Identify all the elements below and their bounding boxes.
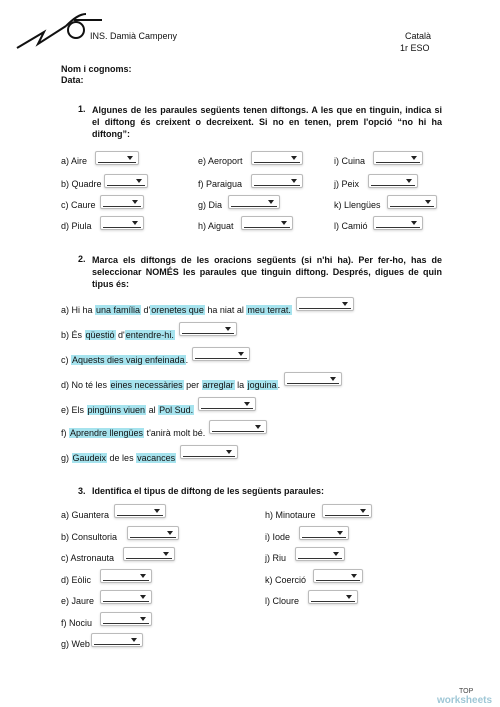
selected-word[interactable]: entendre-hi. — [125, 330, 174, 340]
answer-line — [376, 227, 420, 228]
chevron-down-icon — [342, 302, 348, 306]
q2-answer-dropdown[interactable] — [179, 322, 237, 336]
footer-top-label: TOP — [459, 688, 474, 695]
q2-sentence — [61, 453, 176, 463]
q3-item-label: f) Nociu — [61, 618, 93, 628]
q1-item-label: k) Llengües — [334, 200, 381, 210]
q1-item-label: c) Caure — [61, 200, 96, 210]
q1-item-label: h) Aiguat — [198, 221, 234, 231]
q1-item-label: f) Paraigua — [198, 179, 243, 189]
q1-item-label: e) Aeroport — [198, 156, 243, 166]
selected-word[interactable]: arreglar — [202, 380, 234, 390]
q2-sentence — [61, 405, 194, 415]
answer-line — [103, 227, 141, 228]
q1-answer-dropdown[interactable] — [241, 216, 293, 230]
answer-line — [231, 206, 277, 207]
q1-answer-dropdown[interactable] — [228, 195, 280, 209]
sentence-text: . — [185, 355, 189, 365]
q1-title: Algunes de les paraules següents tenen diftongs. A les que en tinguin, indica si el diftong és creixent o decreixent. Si no en tenen, prem l'opció “no hi ha diftong”: — [92, 105, 442, 139]
chevron-down-icon — [425, 200, 431, 204]
chevron-down-icon — [255, 425, 261, 429]
sentence-text: d' — [141, 305, 151, 315]
chevron-down-icon — [337, 531, 343, 535]
q3-answer-dropdown[interactable] — [322, 504, 372, 518]
q3-item-label: k) Coerció — [265, 575, 307, 585]
answer-line — [182, 333, 234, 334]
answer-line — [103, 206, 141, 207]
q3-answer-dropdown[interactable] — [91, 633, 143, 647]
chevron-down-icon — [163, 552, 169, 556]
q1-item-label: d) Piula — [61, 221, 92, 231]
sentence-text: c) — [61, 355, 71, 365]
chevron-down-icon — [226, 450, 232, 454]
answer-line — [103, 623, 149, 624]
selected-word[interactable]: Gaudeix — [72, 453, 107, 463]
q3-answer-dropdown[interactable] — [127, 526, 179, 540]
chevron-down-icon — [346, 595, 352, 599]
q1-item-label: j) Peix — [334, 179, 360, 189]
sentence-text: . — [277, 380, 281, 390]
chevron-down-icon — [225, 327, 231, 331]
answer-line — [98, 162, 136, 163]
sentence-text: f) — [61, 428, 69, 438]
q1-answer-dropdown[interactable] — [251, 174, 303, 188]
q2-answer-dropdown[interactable] — [296, 297, 354, 311]
chevron-down-icon — [360, 509, 366, 513]
selected-word[interactable]: eines necessàries — [110, 380, 183, 390]
answer-line — [195, 358, 247, 359]
answer-line — [316, 580, 360, 581]
date-label: Data: — [61, 75, 84, 85]
q3-answer-dropdown[interactable] — [114, 504, 166, 518]
chevron-down-icon — [140, 595, 146, 599]
q3-item-label: g) Web — [61, 639, 90, 649]
chevron-down-icon — [136, 179, 142, 183]
q3-answer-dropdown[interactable] — [313, 569, 363, 583]
q1-answer-dropdown[interactable] — [100, 216, 144, 230]
chevron-down-icon — [132, 221, 138, 225]
q2-answer-dropdown[interactable] — [209, 420, 267, 434]
footer-brand: worksheets — [437, 695, 493, 706]
answer-line — [325, 515, 369, 516]
chevron-down-icon — [167, 531, 173, 535]
q3-item-label: d) Eòlic — [61, 575, 92, 585]
chevron-down-icon — [131, 638, 137, 642]
chevron-down-icon — [140, 574, 146, 578]
q1-item-label: g) Dia — [198, 200, 223, 210]
q2-title: Marca els diftongs de les oracions següents (si n'hi ha). Per fer-ho, has de seleccionar NOMÉS les paraules que tinguin diftong. Després, digues de quin tipus és: — [92, 255, 442, 289]
selected-word[interactable]: Aquests dies vaig enfeinada — [72, 355, 185, 365]
q3-answer-dropdown[interactable] — [308, 590, 358, 604]
chevron-down-icon — [351, 574, 357, 578]
answer-line — [299, 308, 351, 309]
selected-word[interactable]: pingüins viuen — [87, 405, 146, 415]
chevron-down-icon — [132, 200, 138, 204]
chevron-down-icon — [330, 377, 336, 381]
q2-sentence — [61, 428, 205, 438]
q1-answer-dropdown[interactable] — [100, 195, 144, 209]
q1-answer-dropdown[interactable] — [373, 216, 423, 230]
answer-line — [298, 558, 342, 559]
q3-answer-dropdown[interactable] — [100, 569, 152, 583]
chevron-down-icon — [411, 221, 417, 225]
q2-answer-dropdown[interactable] — [284, 372, 342, 386]
q2-number: 2. — [78, 254, 86, 264]
answer-line — [201, 408, 253, 409]
q1-answer-dropdown[interactable] — [95, 151, 139, 165]
q3-number: 3. — [78, 486, 86, 496]
q1-answer-dropdown[interactable] — [368, 174, 418, 188]
q1-answer-dropdown[interactable] — [373, 151, 423, 165]
chevron-down-icon — [291, 156, 297, 160]
q2-answer-dropdown[interactable] — [180, 445, 238, 459]
answer-line — [254, 185, 300, 186]
q2-answer-dropdown[interactable] — [198, 397, 256, 411]
sentence-text: t'anirà molt bé. — [144, 428, 206, 438]
selected-word[interactable]: vacances — [137, 453, 176, 463]
answer-line — [107, 185, 145, 186]
answer-line — [254, 162, 300, 163]
answer-line — [212, 431, 264, 432]
q3-item-label: j) Riu — [265, 553, 287, 563]
answer-line — [130, 537, 176, 538]
q3-title: Identifica el tipus de diftong de les següents paraules: — [92, 486, 325, 496]
selected-word[interactable]: orenetes que — [151, 305, 204, 315]
q2-answer-dropdown[interactable] — [192, 347, 250, 361]
chevron-down-icon — [281, 221, 287, 225]
answer-line — [390, 206, 434, 207]
q3-item-label: c) Astronauta — [61, 553, 115, 563]
q2-sentence — [61, 305, 292, 315]
name-label: Nom i cognoms: — [61, 64, 132, 74]
selected-word[interactable]: meu terrat. — [247, 305, 291, 315]
chevron-down-icon — [244, 402, 250, 406]
answer-line — [244, 227, 290, 228]
sentence-text: d) No té les — [61, 380, 110, 390]
q3-item-label: l) Cloure — [265, 596, 300, 606]
sentence-text: e) Els — [61, 405, 87, 415]
chevron-down-icon — [411, 156, 417, 160]
sentence-text: d' — [115, 330, 125, 340]
answer-line — [117, 515, 163, 516]
chevron-down-icon — [154, 509, 160, 513]
answer-line — [302, 537, 346, 538]
selected-word[interactable]: Pol Sud. — [159, 405, 194, 415]
level-label: 1r ESO — [400, 43, 430, 53]
subject-label: Català — [405, 31, 432, 41]
q2-sentence — [61, 380, 280, 390]
answer-line — [103, 580, 149, 581]
selected-word[interactable]: Aprendre llengües — [70, 428, 144, 438]
chevron-down-icon — [127, 156, 133, 160]
chevron-down-icon — [406, 179, 412, 183]
chevron-down-icon — [333, 552, 339, 556]
sentence-text: g) — [61, 453, 72, 463]
q3-item-label: h) Minotaure — [265, 510, 316, 520]
answer-line — [376, 162, 420, 163]
q2-sentence — [61, 355, 188, 365]
sentence-text: de les — [107, 453, 137, 463]
answer-line — [103, 601, 149, 602]
sentence-text: per — [183, 380, 202, 390]
chevron-down-icon — [238, 352, 244, 356]
q3-item-label: a) Guantera — [61, 510, 110, 520]
q3-item-label: e) Jaure — [61, 596, 95, 606]
q1-item-label: a) Aire — [61, 156, 88, 166]
q3-answer-dropdown[interactable] — [295, 547, 345, 561]
sentence-text: b) És — [61, 330, 85, 340]
q1-item-label: i) Cuina — [334, 156, 366, 166]
sentence-text: la — [234, 380, 247, 390]
q1-number: 1. — [78, 104, 86, 114]
q3-answer-dropdown[interactable] — [100, 612, 152, 626]
answer-line — [287, 383, 339, 384]
school-name: INS. Damià Campeny — [90, 31, 178, 41]
sentence-text: a) Hi ha — [61, 305, 96, 315]
q1-answer-dropdown[interactable] — [104, 174, 148, 188]
q3-answer-dropdown[interactable] — [100, 590, 152, 604]
sentence-text: al — [146, 405, 159, 415]
q3-answer-dropdown[interactable] — [123, 547, 175, 561]
q3-answer-dropdown[interactable] — [299, 526, 349, 540]
q1-item-label: l) Camió — [334, 221, 368, 231]
q3-item-label: i) Iode — [265, 532, 291, 542]
sentence-text: ha niat al — [204, 305, 247, 315]
q1-answer-dropdown[interactable] — [387, 195, 437, 209]
selected-word[interactable]: joguina — [247, 380, 277, 390]
q2-sentence — [61, 330, 175, 340]
selected-word[interactable]: qüestió — [85, 330, 115, 340]
answer-line — [183, 456, 235, 457]
answer-line — [371, 185, 415, 186]
answer-line — [94, 644, 140, 645]
chevron-down-icon — [291, 179, 297, 183]
chevron-down-icon — [268, 200, 274, 204]
answer-line — [311, 601, 355, 602]
q1-answer-dropdown[interactable] — [251, 151, 303, 165]
answer-line — [126, 558, 172, 559]
selected-word[interactable]: una família — [96, 305, 141, 315]
q1-item-label: b) Quadre — [61, 179, 102, 189]
chevron-down-icon — [140, 617, 146, 621]
q3-item-label: b) Consultoria — [61, 532, 118, 542]
